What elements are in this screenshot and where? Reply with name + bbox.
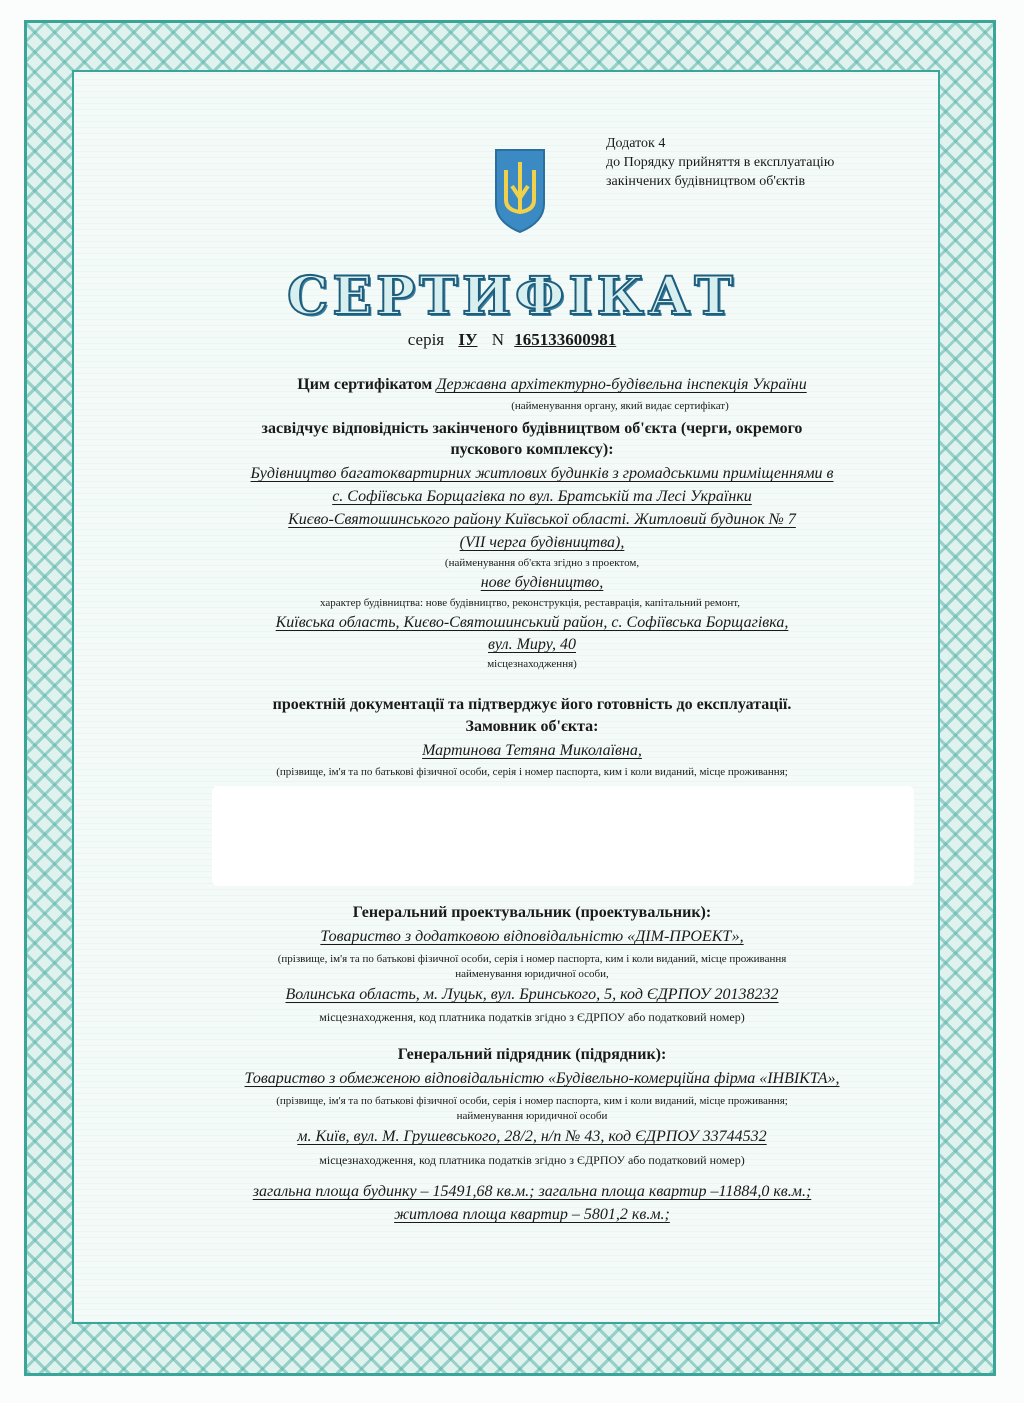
area-summary [0,1180,1024,1226]
contractor-address: м. Київ, вул. М. Грушевського, 28/2, н/п № 43, код ЄДРПОУ 33744532 [297,1128,767,1145]
contractor-caption-3: місцезнаходження, код платника податків згідно з ЄДРПОУ або податковий номер) [319,1153,745,1167]
location-caption: місцезнаходження) [487,658,577,670]
certificate-title: СЕРТИФІКАТ [287,266,737,327]
trident-emblem-icon [492,146,548,234]
location-line-2: вул. Миру, 40 [487,636,576,653]
annex-note [606,134,834,191]
area-line-1: загальна площа будинку – 15491,68 кв.м.; загальна площа квартир –11884,0 кв.м.; [252,1183,812,1200]
issuer-lead: Цим сертифікатом [297,376,433,393]
object-line-3: Києво-Святошинського району Київської області. Житловий будинок № 7 [288,511,796,528]
location-line-1: Київська область, Києво-Святошинський район, с. Софіївська Борщагівка, [275,614,789,631]
series-line [0,330,1024,350]
designer-name: Товариство з додатковою відповідальністю «ДІМ-ПРОЕКТ», [320,928,744,945]
certificate-number: 165133600981 [514,330,617,349]
contractor-name: Товариство з обмеженою відповідальністю «Будівельно-комерційна фірма «ІНВІКТА», [244,1070,840,1087]
attest-line-2: пускового комплексу): [450,441,614,458]
object-line-4: (VII черга будівництва), [459,534,625,551]
object-line-1: Будівництво багатоквартирних житлових будинків з громадськими приміщеннями в [250,465,834,482]
number-label: N [491,330,504,349]
customer-name: Мартинова Тетяна Миколаївна, [422,742,642,759]
object-location [0,612,1024,656]
contractor-heading: Генеральний підрядник (підрядник): [397,1046,667,1063]
series-code: ІУ [458,330,478,349]
construction-caption: характер будівництва: нове будівництво, реконструкція, реставрація, капітальний ремонт, [319,597,741,609]
attest-text [0,418,1024,460]
annex-line-3: закінчених будівництвом об'єктів [606,174,806,189]
customer-caption: (прізвище, ім'я та по батькові фізичної особи, серія і номер паспорта, ким і коли виданий, місце проживання; [276,766,788,778]
designer-address: Волинська область, м. Луцьк, вул. Бринського, 5, код ЄДРПОУ 20138232 [285,986,779,1003]
object-line-2: с. Софіївська Борщагівка по вул. Братській та Лесі Українки [332,488,752,505]
issuer-name: Державна архітектурно-будівельна інспекція України [436,376,807,393]
contractor-caption-1: (прізвище, ім'я та по батькові фізичної особи, серія і номер паспорта, ким і коли виданий, місце проживання; [276,1095,788,1107]
issuer-caption: (найменування органу, який видає сертифікат) [511,400,729,412]
object-name [0,462,1024,554]
designer-caption-3: місцезнаходження, код платника податків згідно з ЄДРПОУ або податковий номер) [319,1010,745,1024]
construction-type: нове будівництво, [480,574,604,591]
designer-caption-1: (прізвище, ім'я та по батькові фізичної особи, серія і номер паспорта, ким і коли виданий, місце проживання [277,953,787,965]
series-label: серія [407,330,445,349]
annex-line-2: до Порядку прийняття в експлуатацію [606,155,835,170]
contractor-caption-2: найменування юридичної особи [456,1110,608,1122]
contractor-caption [0,1094,1024,1124]
attest-line-1: засвідчує відповідність закінченого будівництвом об'єкта (черги, окремого [261,420,803,437]
designer-caption [0,952,1024,982]
redacted-area [212,786,914,886]
designer-heading: Генеральний проектувальник (проектувальник): [352,904,712,921]
designer-caption-2: найменування юридичної особи, [455,968,609,980]
customer-heading: Замовник об'єкта: [465,718,599,735]
object-caption: (найменування об'єкта згідно з проектом, [444,557,640,569]
area-line-2: житлова площа квартир – 5801,2 кв.м.; [394,1206,670,1223]
issuer-line [0,376,1024,394]
annex-line-1: Додаток 4 [606,136,666,151]
readiness-statement: проектній документації та підтверджує його готовність до експлуатації. [272,696,792,713]
